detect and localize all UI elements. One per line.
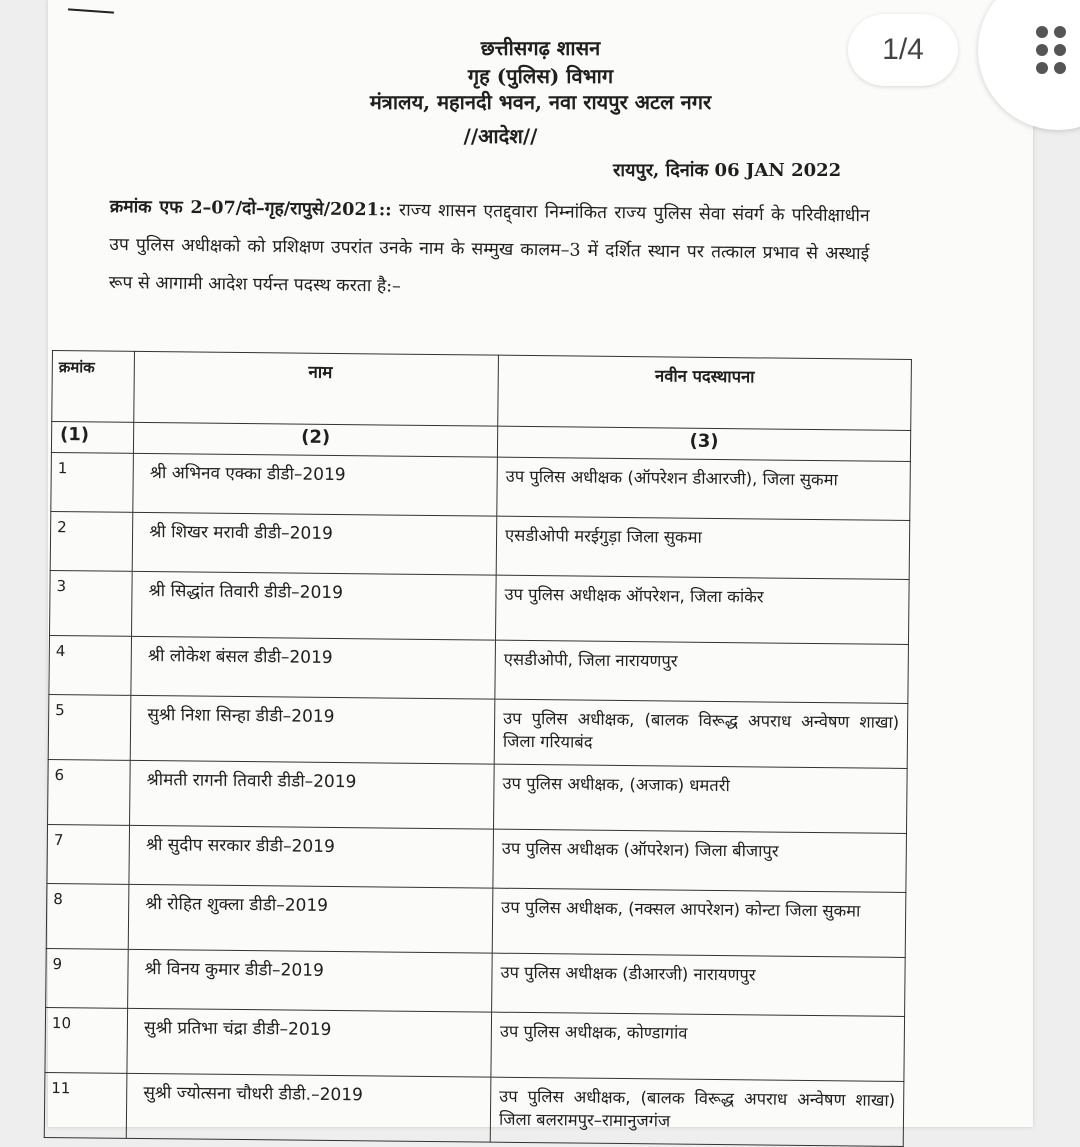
name-cell: सुश्री प्रतिभा चंद्रा डीडी–2019 — [127, 1008, 492, 1077]
column-index-1: (1) — [51, 422, 134, 454]
table-row — [50, 570, 910, 644]
name-cell: श्री सुदीप सरकार डीडी–2019 — [129, 825, 493, 888]
table-row — [48, 759, 908, 833]
serial-cell: 4 — [49, 635, 132, 695]
table-row — [47, 824, 907, 892]
posting-cell: उप पुलिस अधीक्षक, कोण्डागांव — [491, 1012, 905, 1081]
posting-cell: उप पुलिस अधीक्षक (ऑपरेशन) जिला बीजापुर — [493, 829, 907, 892]
posting-cell: एसडीओपी, जिला नारायणपुर — [495, 640, 909, 703]
name-cell: श्री शिखर मरावी डीडी–2019 — [132, 512, 496, 575]
serial-cell: 5 — [48, 694, 131, 760]
table-row — [50, 511, 910, 579]
name-cell: सुश्री निशा सिन्हा डीडी–2019 — [130, 695, 495, 764]
order-title: //आदेश// — [463, 124, 538, 148]
posting-table — [44, 350, 912, 1147]
serial-cell: 8 — [46, 883, 129, 949]
serial-cell: 1 — [51, 452, 134, 512]
order-paragraph — [109, 188, 870, 311]
serial-cell: 9 — [46, 948, 129, 1008]
name-cell: सुश्री ज्योत्सना चौधरी डीडी.–2019 — [126, 1073, 491, 1142]
posting-cell: एसडीओपी मरईगुड़ा जिला सुकमा — [496, 516, 910, 579]
name-cell: श्री लोकेश बंसल डीडी–2019 — [131, 636, 495, 699]
name-cell: श्री विनय कुमार डीडी–2019 — [128, 949, 492, 1012]
name-cell: श्री अभिनव एक्का डीडी–2019 — [133, 453, 497, 516]
name-cell: श्रीमती रागनी तिवारी डीडी–2019 — [130, 760, 495, 829]
serial-cell: 10 — [45, 1007, 128, 1073]
table-row — [46, 883, 906, 957]
serial-cell: 2 — [50, 511, 133, 571]
posting-cell: उप पुलिस अधीक्षक, (नक्सल आपरेशन) कोन्टा जिला सुकमा — [492, 888, 906, 957]
table-row — [48, 694, 908, 768]
column-index-2: (2) — [134, 422, 498, 457]
posting-cell: उप पुलिस अधीक्षक, (अजाक) धमतरी — [494, 764, 908, 833]
header-name: नाम — [134, 351, 499, 426]
table-row — [49, 635, 909, 703]
name-cell: श्री रोहित शुक्ला डीडी–2019 — [128, 884, 493, 953]
order-date: रायपुर, दिनांक 06 JAN 2022 — [613, 160, 842, 181]
order-body: राज्य शासन एतद्द्वारा निम्नांकित राज्य पुलिस सेवा संवर्ग के परिवीक्षाधीन उप पुलिस अधीक्षको को प्रशिक्षण उपरांत उनके नाम के सम्मुख कालम–3 में दर्शित स्थान पर तत्काल प्रभाव से अस्थाई रूप से आगामी आदेश पर्यन्त पदस्थ करता है:– — [108, 200, 870, 297]
document-page — [48, 0, 1033, 1131]
name-cell: श्री सिद्धांत तिवारी डीडी–2019 — [132, 571, 497, 640]
posting-cell: उप पुलिस अधीक्षक, (बालक विरूद्ध अपराध अन्वेषण शाखा) जिला बलरामपुर–रामानुजगंज — [490, 1077, 904, 1146]
column-index-3: (3) — [497, 426, 910, 461]
table-row — [45, 1007, 905, 1081]
page-indicator[interactable]: 1/4 — [848, 14, 958, 86]
header-serial: क्रमांक — [52, 351, 135, 423]
table-row — [44, 1072, 904, 1146]
serial-cell: 6 — [48, 759, 131, 825]
posting-cell: उप पुलिस अधीक्षक (ऑपरेशन डीआरजी), जिला सुकमा — [497, 457, 911, 520]
header-department: गृह (पुलिस) विभाग — [467, 64, 614, 88]
table-row — [46, 948, 906, 1016]
table-header-row — [52, 351, 912, 431]
serial-cell: 11 — [44, 1072, 127, 1138]
serial-cell: 7 — [47, 824, 130, 884]
posting-cell: उप पुलिस अधीक्षक (डीआरजी) नारायणपुर — [492, 953, 906, 1016]
header-government: छत्तीसगढ़ शासन — [480, 36, 601, 60]
posting-cell: उप पुलिस अधीक्षक ऑपरेशन, जिला कांकेर — [496, 575, 910, 644]
serial-cell: 3 — [50, 570, 133, 636]
table-row — [51, 452, 911, 520]
header-address: मंत्रालय, महानदी भवन, नवा रायपुर अटल नगर — [369, 90, 712, 114]
header-posting: नवीन पदस्थापना — [498, 355, 912, 430]
order-number: क्रमांक एफ 2–07/दो–गृह/रापुसे/2021:: — [109, 196, 392, 221]
scan-mark — [68, 8, 114, 13]
posting-table-wrapper — [44, 350, 912, 1147]
posting-cell: उप पुलिस अधीक्षक, (बालक विरूद्ध अपराध अन्वेषण शाखा) जिला गरियाबंद — [494, 699, 908, 768]
